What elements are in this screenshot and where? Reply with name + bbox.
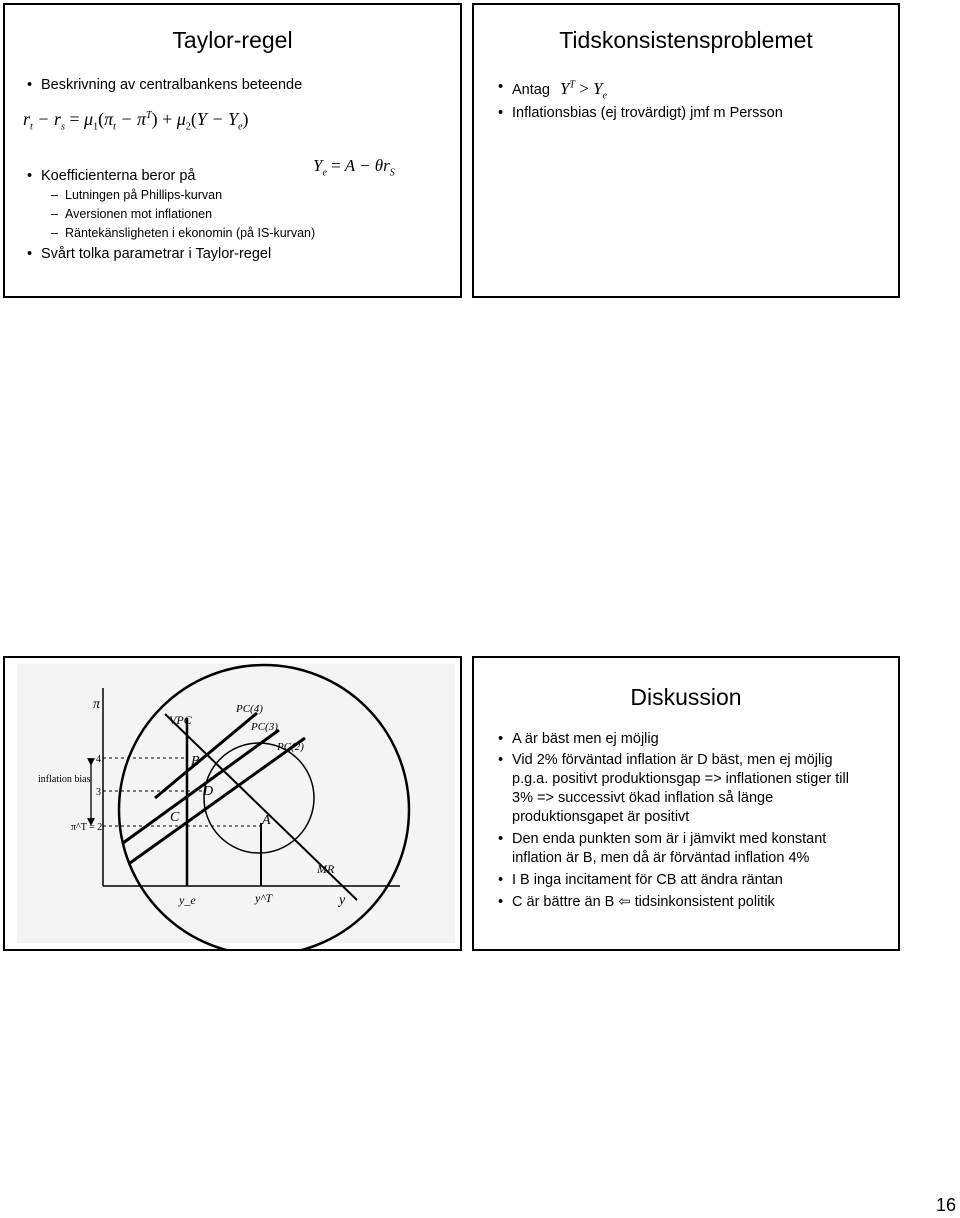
slide-taylor-regel [3, 3, 462, 298]
slide-title: Taylor-regel [172, 27, 293, 53]
bullet-antag [512, 79, 607, 102]
page-number: 16 [935, 1195, 956, 1215]
tick-4: 4 [96, 754, 101, 765]
bullet-beskrivning: • Beskrivning av centralbankens beteende [41, 77, 302, 93]
slide-diagram [3, 656, 462, 951]
bullet-koefficienterna: • Koefficienterna beror på [41, 168, 196, 184]
label-ye: y_e [179, 893, 196, 907]
bullet-2: • Vid 2% förväntad inflation är D bäst, men ej möjlig p.g.a. positivt produktionsgap => inflationen stiger till 3% => successivt ökad inflation så länge produktionsgapet är positivt [512, 751, 872, 827]
sub-rantekanslighet: – Räntekänsligheten i ekonomin (på IS-kurvan) [65, 226, 315, 240]
point-b: B [191, 754, 200, 769]
slide-tidskonsistens [472, 3, 900, 298]
bullet-svart-tolka: • Svårt tolka parametrar i Taylor-regel [41, 246, 271, 262]
pc-mr-diagram [5, 658, 460, 949]
tick-2: π^T = 2 [71, 822, 103, 833]
bullet-4: • I B inga incitament för CB att ändra räntan [512, 871, 872, 890]
slide-diskussion [472, 656, 900, 951]
discussion-list [512, 730, 872, 912]
bullet-5: • C är bättre än B ⇦ tidsinkonsistent politik [512, 893, 872, 912]
taylor-formula: $r_t - r_s = \mu_1(\pi_t - \pi^T) + \mu_2(Y - Y_e)$ [23, 109, 249, 133]
label-vpc: VPC [169, 713, 192, 727]
bullet-inflationsbias: • Inflationsbias (ej trovärdigt) jmf m Persson [512, 105, 783, 121]
sub-aversionen: – Aversionen mot inflationen [65, 207, 212, 221]
label-mr: MR [317, 862, 335, 876]
label-pi: π [93, 697, 101, 712]
point-d: D [203, 784, 214, 799]
bullet-3: • Den enda punkten som är i jämvikt med konstant inflation är B, men då är förväntad inflation 4% [512, 830, 872, 868]
label-pc4: PC(4) [236, 703, 263, 715]
point-a: A [262, 813, 271, 828]
label-yT: y^T [255, 891, 273, 905]
equilibrium-formula: $Y_e = A - \theta r_S$ [313, 156, 395, 179]
slide-title: Diskussion [630, 684, 742, 710]
label-y: y [339, 893, 346, 908]
antag-label: Antag [512, 82, 550, 98]
bullet-1: • A är bäst men ej möjlig [512, 730, 872, 749]
label-pc2: PC(2) [277, 741, 304, 753]
tick-3: 3 [96, 787, 101, 798]
label-pc3: PC(3) [251, 721, 278, 733]
point-c: C [170, 810, 180, 825]
label-bias: inflation bias [38, 774, 91, 785]
antag-formula: $Y^T > Y_e$ [559, 79, 607, 102]
sub-lutningen: – Lutningen på Phillips-kurvan [65, 188, 222, 202]
slide-title: Tidskonsistensproblemet [559, 27, 813, 53]
